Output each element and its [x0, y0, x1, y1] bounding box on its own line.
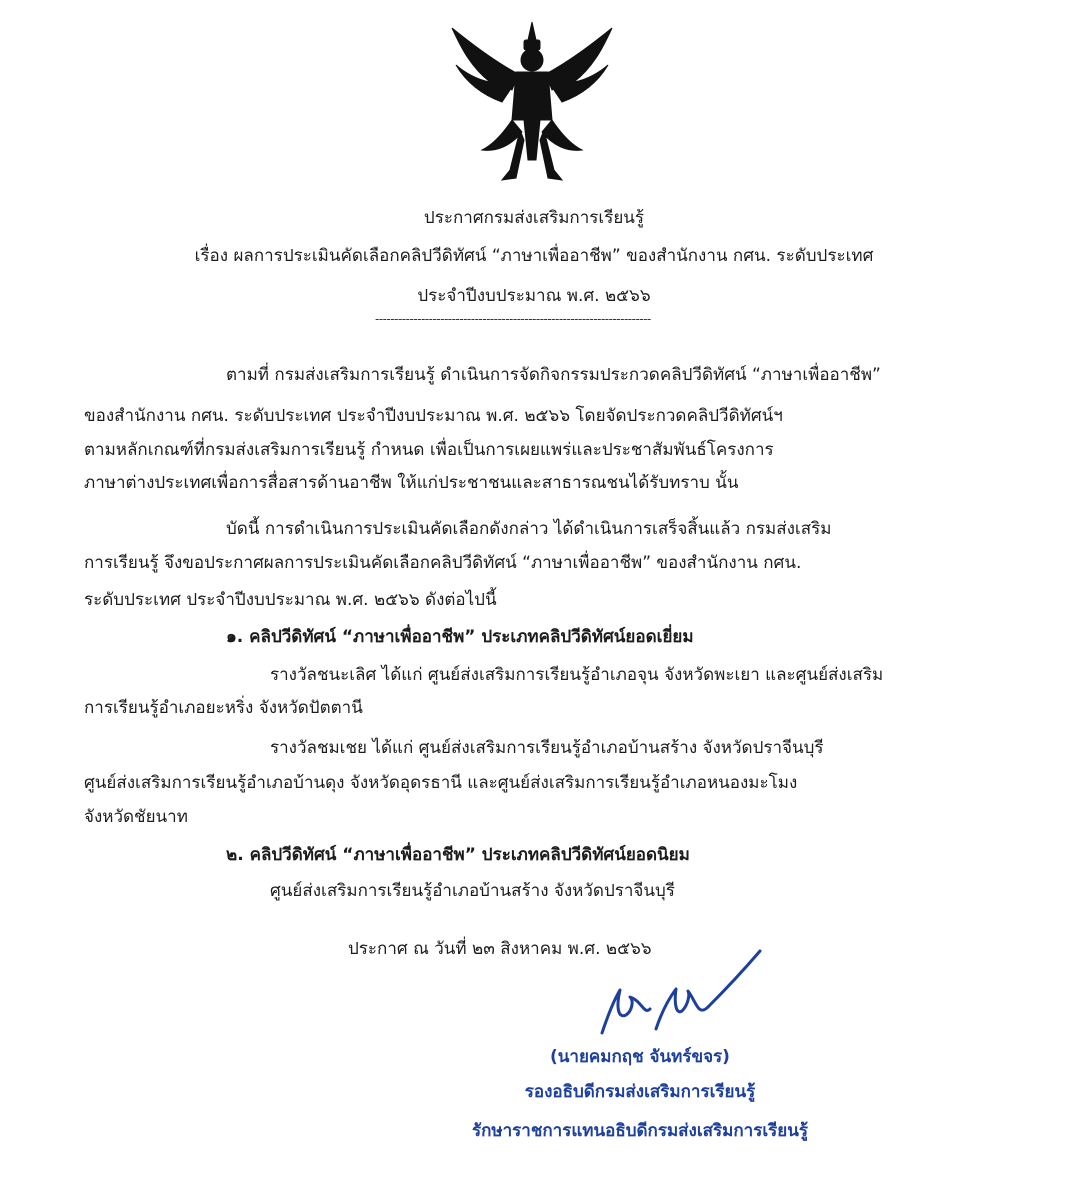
paragraph-line: รางวัลชมเชย ได้แก่ ศูนย์ส่งเสริมการเรียนรู้อำเภอบ้านสร้าง จังหวัดปราจีนบุรี — [270, 738, 824, 758]
announcement-heading: ประกาศกรมส่งเสริมการเรียนรู้ — [423, 208, 645, 228]
paragraph-line: บัดนี้ การดำเนินการประเมินคัดเลือกดังกล่าว ได้ดำเนินการเสร็จสิ้นแล้ว กรมส่งเสริม — [226, 519, 832, 539]
signatory-position: รองอธิบดีกรมส่งเสริมการเรียนรู้ — [524, 1082, 756, 1102]
paragraph-line: รางวัลชนะเลิศ ได้แก่ ศูนย์ส่งเสริมการเรียนรู้อำเภอจุน จังหวัดพะเยา และศูนย์ส่งเสริม — [270, 665, 884, 685]
section-title: ๑. คลิปวีดิทัศน์ “ภาษาเพื่ออาชีพ” ประเภทคลิปวีดิทัศน์ยอดเยี่ยม — [226, 627, 694, 647]
paragraph-line: ศูนย์ส่งเสริมการเรียนรู้อำเภอบ้านดุง จังหวัดอุดรธานี และศูนย์ส่งเสริมการเรียนรู้อำเภอหนองมะโมง — [84, 773, 798, 793]
announcement-date: ประกาศ ณ วันที่ ๒๓ สิงหาคม พ.ศ. ๒๕๖๖ — [348, 939, 652, 959]
announcement-subject: เรื่อง ผลการประเมินคัดเลือกคลิปวีดิทัศน์ “ภาษาเพื่ออาชีพ” ของสำนักงาน กศน. ระดับประเทศ — [194, 246, 874, 266]
paragraph-line: ตามที่ กรมส่งเสริมการเรียนรู้ ดำเนินการจัดกิจกรรมประกวดคลิปวีดิทัศน์ “ภาษาเพื่ออาชีพ” — [226, 365, 881, 385]
signatory-name: (นายคมกฤช จันทร์ขจร) — [550, 1047, 730, 1067]
divider: ------------------------------------------------------------------------ — [375, 312, 651, 326]
paragraph-line: ศูนย์ส่งเสริมการเรียนรู้อำเภอบ้านสร้าง จังหวัดปราจีนบุรี — [270, 881, 675, 901]
fiscal-year: ประจำปีงบประมาณ พ.ศ. ๒๕๖๖ — [417, 286, 651, 306]
section-title: ๒. คลิปวีดิทัศน์ “ภาษาเพื่ออาชีพ” ประเภทคลิปวีดิทัศน์ยอดนิยม — [226, 845, 690, 865]
paragraph-line: ระดับประเทศ ประจำปีงบประมาณ พ.ศ. ๒๕๖๖ ดังต่อไปนี้ — [84, 590, 497, 610]
paragraph-line: การเรียนรู้อำเภอยะหริ่ง จังหวัดปัตตานี — [84, 698, 363, 718]
paragraph-line: จังหวัดชัยนาท — [84, 807, 188, 827]
signatory-acting-position: รักษาราชการแทนอธิบดีกรมส่งเสริมการเรียนรู้ — [471, 1121, 808, 1141]
paragraph-line: การเรียนรู้ จึงขอประกาศผลการประเมินคัดเลือกคลิปวีดิทัศน์ “ภาษาเพื่ออาชีพ” ของสำนักงาน กศน. — [84, 553, 802, 573]
paragraph-line: ของสำนักงาน กศน. ระดับประเทศ ประจำปีงบประมาณ พ.ศ. ๒๕๖๖ โดยจัดประกวดคลิปวีดิทัศน์ฯ — [84, 406, 783, 426]
paragraph-line: ตามหลักเกณฑ์ที่กรมส่งเสริมการเรียนรู้ กำหนด เพื่อเป็นการเผยแพร่และประชาสัมพันธ์โครงการ — [84, 440, 774, 460]
paragraph-line: ภาษาต่างประเทศเพื่อการสื่อสารด้านอาชีพ ให้แก่ประชาชนและสาธารณชนได้รับทราบ นั้น — [84, 473, 739, 493]
garuda-emblem-icon — [432, 20, 632, 190]
signature — [590, 945, 770, 1045]
